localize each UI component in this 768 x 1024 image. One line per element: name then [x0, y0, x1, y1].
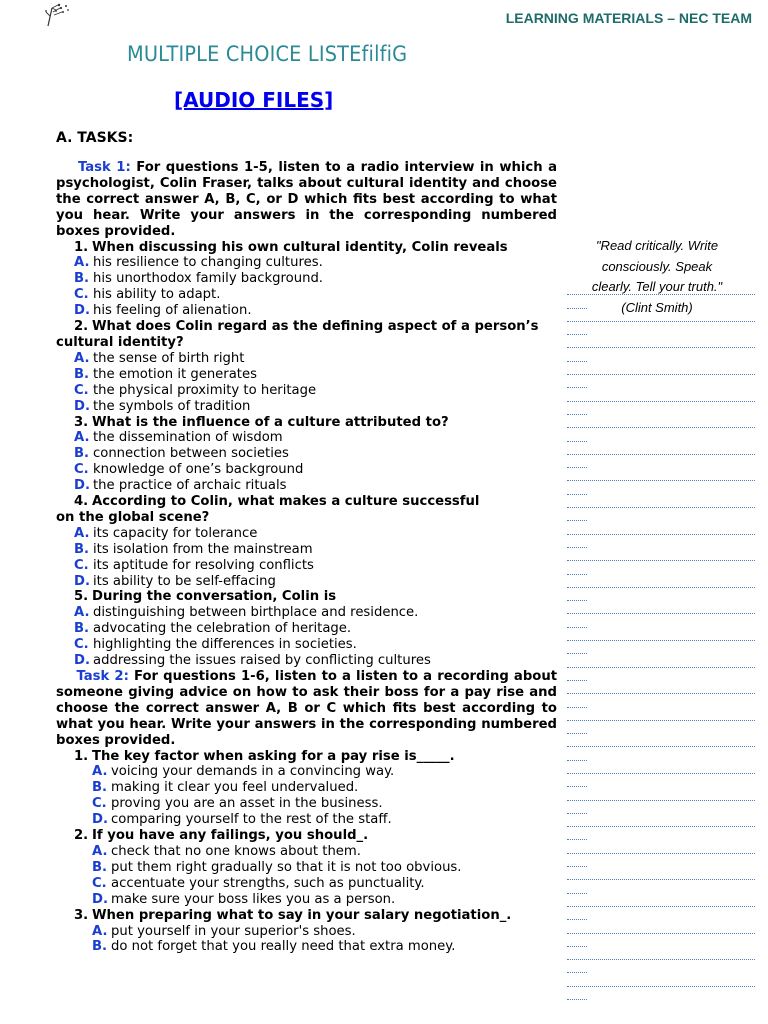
- answer-line: [567, 920, 755, 933]
- option-letter: B.: [92, 780, 108, 796]
- answer-line: [567, 295, 587, 308]
- answer-line: [567, 787, 755, 800]
- task2-question-1: 1. The key factor when asking for a pay rise is_____.: [74, 748, 455, 764]
- option-letter: B.: [74, 366, 90, 382]
- answer-line: [567, 721, 587, 734]
- answer-line: [567, 415, 755, 428]
- option-letter: C.: [74, 462, 89, 478]
- option-letter: A.: [92, 764, 108, 780]
- task2-q3-option-b[interactable]: B. do not forget that you really need that extra money.: [92, 939, 456, 955]
- option-letter: D.: [74, 573, 90, 589]
- task1-q1-option-d[interactable]: D. his feeling of alienation.: [74, 303, 252, 319]
- answer-line: [567, 694, 587, 707]
- task1-q3-option-d[interactable]: D. the practice of archaic rituals: [74, 478, 287, 494]
- answer-line: [567, 402, 587, 415]
- answer-line: [567, 708, 755, 721]
- task2-question-2: 2. If you have any failings, you should_.: [74, 828, 369, 844]
- answer-line: [567, 960, 587, 973]
- answer-line: [567, 907, 587, 920]
- option-letter: C.: [74, 382, 89, 398]
- answer-line: [567, 761, 755, 774]
- task1-q2-option-a[interactable]: A. the sense of birth right: [74, 350, 245, 366]
- task2-q2-option-b[interactable]: B. put them right gradually so that it is not too obvious.: [92, 859, 462, 875]
- answer-line: [567, 973, 755, 986]
- answer-line: [567, 668, 587, 681]
- section-heading: A. TASKS:: [56, 130, 134, 146]
- task2-q2-option-d[interactable]: D. make sure your boss likes you as a person.: [92, 891, 396, 907]
- task2-intro: Task 2: For questions 1-6, listen to a listen to a recording about someone giving advice on how to ask their boss for a pay rise and choose the correct answer A, B or C which fits best according to what you hear. Write your answers in the corresponding numbered boxes provided.: [56, 669, 558, 748]
- answer-line: [567, 322, 587, 335]
- tasks-content: [56, 160, 557, 955]
- task1-q5-option-a[interactable]: A. distinguishing between birthplace and residence.: [74, 605, 419, 621]
- task1-q3-option-b[interactable]: B. connection between societies: [74, 446, 289, 462]
- answer-line: [567, 335, 755, 348]
- option-letter: A.: [74, 525, 90, 541]
- task2-q2-option-a[interactable]: A. check that no one knows about them.: [92, 843, 361, 859]
- task1-question-3: 3. What is the influence of a culture attributed to?: [74, 414, 449, 430]
- task1-q5-option-c[interactable]: C. highlighting the differences in societies.: [74, 637, 357, 653]
- task1-q5-option-b[interactable]: B. advocating the celebration of heritage.: [74, 621, 352, 637]
- task1-q3-option-a[interactable]: A. the dissemination of wisdom: [74, 430, 283, 446]
- answer-line: [567, 654, 755, 667]
- task1-q4-option-d[interactable]: D. its ability to be self-effacing: [74, 573, 276, 589]
- question-number: 3.: [74, 414, 89, 430]
- answer-line: [567, 468, 755, 481]
- task1-q1-option-c[interactable]: C. his ability to adapt.: [74, 287, 221, 303]
- option-letter: D.: [74, 653, 90, 669]
- answer-line: [567, 521, 755, 534]
- answer-line: [567, 867, 755, 880]
- answer-line: [567, 628, 755, 641]
- answer-line: [567, 548, 755, 561]
- answer-line: [567, 774, 587, 787]
- task1-q1-option-b[interactable]: B. his unorthodox family background.: [74, 271, 324, 287]
- task2-question-3: 3. When preparing what to say in your salary negotiation_.: [74, 907, 512, 923]
- task1-question-1: 1. When discussing his own cultural identity, Colin reveals: [74, 239, 508, 255]
- option-letter: A.: [74, 350, 90, 366]
- task1-q4-option-b[interactable]: B. its isolation from the mainstream: [74, 541, 313, 557]
- answer-line: [567, 734, 755, 747]
- task1-question-5: 5. During the conversation, Colin is: [74, 589, 337, 605]
- task1-q4-option-a[interactable]: A. its capacity for tolerance: [74, 525, 258, 541]
- option-letter: D.: [92, 891, 108, 907]
- question-number: 2.: [74, 319, 89, 335]
- task2-q1-option-a[interactable]: A. voicing your demands in a convincing way.: [92, 764, 395, 780]
- question-number: 2.: [74, 828, 89, 844]
- option-letter: D.: [74, 398, 90, 414]
- option-letter: D.: [92, 812, 108, 828]
- answer-line: [567, 827, 587, 840]
- option-letter: B.: [74, 541, 90, 557]
- answer-line: [567, 428, 587, 441]
- team-header: LEARNING MATERIALS – NEC TEAM: [505, 10, 752, 26]
- answer-line: [567, 375, 587, 388]
- answer-line: [567, 601, 755, 614]
- task2-q3-option-a[interactable]: A. put yourself in your superior's shoes.: [92, 923, 356, 939]
- option-letter: C.: [74, 287, 89, 303]
- question-number: 5.: [74, 589, 89, 605]
- answer-line: [567, 442, 755, 455]
- task1-question-2: 2. What does Colin regard as the defining aspect of a person’s: [74, 319, 539, 335]
- task2-q2-option-c[interactable]: C. accentuate your strengths, such as punctuality.: [92, 875, 425, 891]
- answer-line: [567, 481, 587, 494]
- task1-q5-option-d[interactable]: D. addressing the issues raised by conflicting cultures: [74, 653, 431, 669]
- answer-line: [567, 588, 587, 601]
- answer-line: [567, 947, 755, 960]
- option-letter: A.: [92, 843, 108, 859]
- answer-line: [567, 801, 587, 814]
- answer-line: [567, 309, 755, 322]
- option-letter: C.: [92, 796, 107, 812]
- task1-q3-option-c[interactable]: C. knowledge of one’s background: [74, 462, 304, 478]
- option-letter: B.: [92, 859, 108, 875]
- option-letter: A.: [74, 430, 90, 446]
- answer-line: [567, 508, 587, 521]
- answer-line: [567, 535, 587, 548]
- option-letter: A.: [74, 255, 90, 271]
- answer-line: [567, 641, 587, 654]
- answer-line: [567, 681, 755, 694]
- answer-line: [567, 455, 587, 468]
- answer-lines: [567, 282, 755, 1000]
- task1-q2-option-b[interactable]: B. the emotion it generates: [74, 366, 257, 382]
- option-letter: B.: [74, 271, 90, 287]
- option-letter: C.: [92, 875, 107, 891]
- option-letter: D.: [74, 478, 90, 494]
- option-letter: B.: [92, 939, 108, 955]
- task2-label: Task 2:: [76, 669, 129, 684]
- quote-text: "Read critically. Write consciously. Speak clearly. Tell your truth." (Clint Smith): [591, 238, 723, 315]
- task2-q1-option-b[interactable]: B. making it clear you feel undervalued.: [92, 780, 359, 796]
- audio-files-link[interactable]: [AUDIO FILES]: [174, 88, 334, 112]
- question-number: 4.: [74, 494, 89, 510]
- option-letter: A.: [74, 605, 90, 621]
- task1-question-4-cont: on the global scene?: [56, 509, 210, 525]
- answer-line: [567, 840, 755, 853]
- answer-line: [567, 894, 755, 907]
- task1-label: Task 1:: [77, 160, 131, 175]
- task2-q1-option-c[interactable]: C. proving you are an asset in the business.: [92, 796, 383, 812]
- answer-line: [567, 495, 755, 508]
- question-number: 1.: [74, 239, 89, 255]
- option-letter: D.: [74, 303, 90, 319]
- task1-intro: Task 1: For questions 1-5, listen to a radio interview in which a psychologist, Colin Fraser, talks about cultural identity and choose the correct answer A, B, C, or D which fits best according to what you hear. Write your answers in the corresponding numbered boxes provided.: [56, 160, 558, 239]
- answer-line: [567, 614, 587, 627]
- task1-q1-option-a[interactable]: A. his resilience to changing cultures.: [74, 255, 323, 271]
- task1-q2-option-c[interactable]: C. the physical proximity to heritage: [74, 382, 317, 398]
- task1-q2-option-d[interactable]: D. the symbols of tradition: [74, 398, 251, 414]
- answer-line: [567, 362, 755, 375]
- answer-line: [567, 747, 587, 760]
- option-letter: A.: [92, 923, 108, 939]
- answer-line: [567, 282, 755, 295]
- answer-line: [567, 561, 587, 574]
- option-letter: C.: [74, 557, 89, 573]
- answer-line: [567, 575, 755, 588]
- question-number: 3.: [74, 907, 89, 923]
- task1-question-2-cont: cultural identity?: [56, 334, 184, 350]
- answer-line: [567, 854, 587, 867]
- option-letter: B.: [74, 446, 90, 462]
- answer-line: [567, 348, 587, 361]
- answer-line: [567, 388, 755, 401]
- question-number: 1.: [74, 748, 89, 764]
- task2-q1-option-d[interactable]: D. comparing yourself to the rest of the staff.: [92, 812, 392, 828]
- task1-question-4: 4. According to Colin, what makes a culture successful: [74, 494, 480, 510]
- option-letter: B.: [74, 621, 90, 637]
- task1-q4-option-c[interactable]: C. its aptitude for resolving conflicts: [74, 557, 314, 573]
- answer-line: [567, 934, 587, 947]
- answer-line: [567, 987, 587, 1000]
- logo-icon: [44, 2, 72, 28]
- answer-line: [567, 814, 755, 827]
- answer-line: [567, 880, 587, 893]
- page-title: MULTIPLE CHOICE LISTEfilfiG: [127, 42, 408, 66]
- option-letter: C.: [74, 637, 89, 653]
